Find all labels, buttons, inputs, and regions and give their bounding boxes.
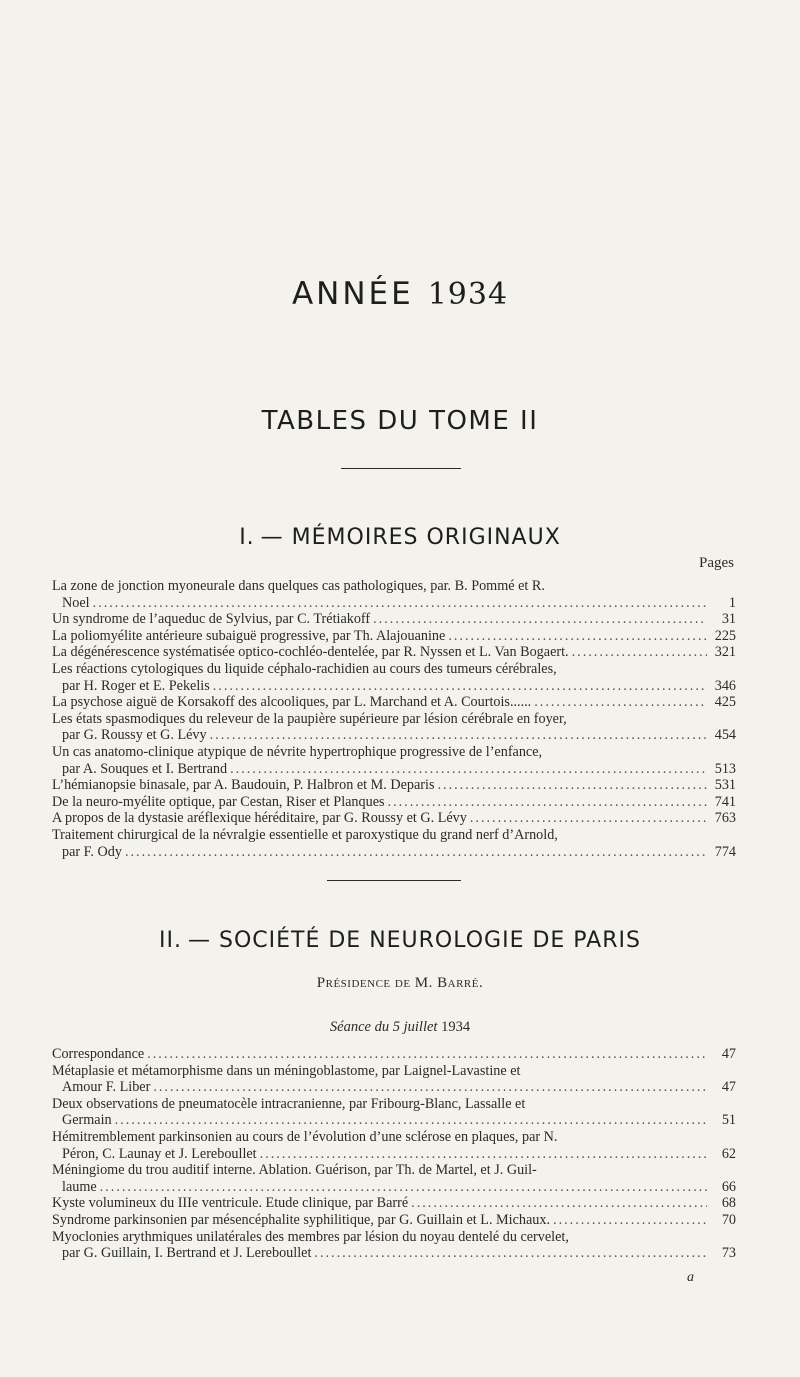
toc-page-number: 774 <box>714 843 736 860</box>
tables-title: TABLES DU TOME II <box>261 406 539 436</box>
toc-entry <box>52 711 736 744</box>
toc-entry <box>52 1162 736 1195</box>
dot-leader <box>470 810 707 827</box>
toc-entry <box>52 1129 736 1162</box>
toc-entry-text: Un syndrome de l’aqueduc de Sylvius, par C. Trétiakoff <box>52 611 371 628</box>
toc-page-number: 741 <box>714 793 736 810</box>
seance-line <box>0 1019 800 1036</box>
toc-entry-text: Germain <box>62 1112 112 1129</box>
presidence-line: Présidence de M. Barré. <box>316 975 484 991</box>
toc-page-number: 425 <box>714 694 736 711</box>
section-2-number: II. <box>159 928 182 953</box>
year-title <box>0 276 800 312</box>
section-2-entries <box>52 1046 736 1262</box>
toc-page-number: 47 <box>721 1046 736 1062</box>
divider-2 <box>327 880 461 881</box>
toc-entry <box>52 1212 736 1229</box>
dot-leader <box>100 1179 707 1196</box>
dot-leader <box>411 1195 707 1212</box>
dot-leader <box>553 1212 707 1229</box>
toc-entry-text: A propos de la dystasie aréflexique héréditaire, par G. Roussy et G. Lévy <box>52 810 467 827</box>
toc-entry-text: par H. Roger et E. Pekelis <box>62 677 210 694</box>
toc-entry-text: laume <box>62 1178 97 1195</box>
toc-entry-text: Traitement chirurgical de la névralgie essentielle et paroxystique du grand nerf d’Arnold, <box>52 826 558 843</box>
toc-entry-text: Myoclonies arythmiques unilatérales des membres par lésion du noyau dentelé du cervelet, <box>52 1228 569 1245</box>
toc-entry <box>52 1195 736 1212</box>
dot-leader <box>125 844 707 861</box>
toc-entry-text: Hémitremblement parkinsonien au cours de l’évolution d’une sclérose en plaques, par N. <box>52 1128 558 1145</box>
toc-page-number: 73 <box>721 1245 736 1262</box>
toc-page-number: 68 <box>721 1195 736 1212</box>
dot-leader <box>210 727 707 744</box>
toc-page-number: 321 <box>714 644 736 661</box>
seance-date: Séance du 5 juillet <box>329 1019 438 1035</box>
dot-leader <box>314 1245 707 1262</box>
dot-leader <box>534 694 707 711</box>
section-2-heading <box>0 928 800 953</box>
toc-page-number: 62 <box>721 1145 736 1162</box>
toc-entry-text: Deux observations de pneumatocèle intracranienne, par Fribourg-Blanc, Lassalle et <box>52 1095 526 1112</box>
toc-entry <box>52 628 736 645</box>
page-folio: a <box>687 1270 694 1285</box>
toc-entry-text: Kyste volumineux du IIIe ventricule. Etude clinique, par Barré <box>52 1195 409 1212</box>
toc-entry <box>52 1063 736 1096</box>
toc-entry-text: par F. Ody <box>62 843 122 860</box>
toc-entry-text: par G. Guillain, I. Bertrand et J. Lereboullet <box>62 1245 312 1262</box>
toc-entry <box>52 644 736 661</box>
toc-entry-text: Méningiome du trou auditif interne. Ablation. Guérison, par Th. de Martel, et J. Guil- <box>52 1162 537 1179</box>
toc-page-number: 225 <box>714 627 736 644</box>
year-number: 1934 <box>427 277 509 312</box>
toc-entry <box>52 777 736 794</box>
toc-entry <box>52 1046 736 1063</box>
toc-entry-text: Les états spasmodiques du releveur de la paupière supérieure par lésion cérébrale en foyer, <box>52 710 567 727</box>
toc-entry <box>52 611 736 628</box>
dot-leader <box>230 761 707 778</box>
dot-leader <box>572 644 707 661</box>
toc-entry-text: Les réactions cytologiques du liquide céphalo-rachidien au cours des tumeurs cérébrales, <box>52 660 557 677</box>
toc-page-number: 70 <box>721 1211 736 1228</box>
toc-entry <box>52 827 736 860</box>
toc-page-number: 66 <box>721 1178 736 1195</box>
toc-page-number: 1 <box>728 594 736 611</box>
toc-entry-text: La poliomyélite antérieure subaiguë progressive, par Th. Alajouanine <box>52 627 446 644</box>
section-1-number: I. <box>239 525 255 550</box>
toc-entry-text: Amour F. Liber <box>62 1079 151 1096</box>
seance-year: 1934 <box>441 1019 471 1035</box>
toc-entry <box>52 694 736 711</box>
toc-page-number: 31 <box>721 611 736 628</box>
toc-entry-text: La psychose aiguë de Korsakoff des alcooliques, par L. Marchand et A. Courtois...... <box>52 694 532 711</box>
toc-entry-text: Métaplasie et métamorphisme dans un méningoblastome, par Laignel-Lavastine et <box>52 1062 521 1079</box>
section-2-title: — SOCIÉTÉ DE NEUROLOGIE DE PARIS <box>188 928 641 953</box>
pages-column-label: Pages <box>699 555 734 571</box>
toc-page-number: 47 <box>721 1079 736 1096</box>
year-title-label: ANNÉE <box>291 276 414 312</box>
dot-leader <box>93 595 707 612</box>
dot-leader <box>213 678 707 695</box>
toc-entry-text: Syndrome parkinsonien par mésencéphalite syphilitique, par G. Guillain et L. Michaux. <box>52 1211 551 1228</box>
toc-entry-text: De la neuro-myélite optique, par Cestan, Riser et Planques <box>52 793 385 810</box>
dot-leader <box>115 1112 707 1129</box>
toc-entry-text: Noel <box>62 594 90 611</box>
toc-page-number: 346 <box>714 677 736 694</box>
toc-page-number: 531 <box>714 777 736 794</box>
section-1-entries <box>52 578 736 860</box>
toc-entry <box>52 578 736 611</box>
toc-entry-text: La zone de jonction myoneurale dans quelques cas pathologiques, par. B. Pommé et R. <box>52 578 545 594</box>
toc-page-number: 51 <box>721 1112 736 1129</box>
toc-page-number: 513 <box>714 760 736 777</box>
toc-entry <box>52 1096 736 1129</box>
toc-entry-text: Un cas anatomo-clinique atypique de névrite hypertrophique progressive de l’enfance, <box>52 743 543 760</box>
toc-entry-text: par A. Souques et I. Bertrand <box>62 760 228 777</box>
toc-entry <box>52 794 736 811</box>
dot-leader <box>147 1046 707 1063</box>
toc-entry-text: Correspondance <box>52 1046 145 1062</box>
toc-entry <box>52 1229 736 1262</box>
dot-leader <box>373 611 707 628</box>
toc-entry-text: par G. Roussy et G. Lévy <box>62 727 207 744</box>
toc-entry-text: L’hémianopsie binasale, par A. Baudouin, P. Halbron et M. Deparis <box>52 777 435 794</box>
dot-leader <box>260 1146 707 1163</box>
dot-leader <box>153 1079 707 1096</box>
dot-leader <box>388 794 707 811</box>
toc-entry <box>52 744 736 777</box>
section-1-title: — MÉMOIRES ORIGINAUX <box>260 525 561 550</box>
section-1-heading <box>0 525 800 550</box>
toc-entry <box>52 810 736 827</box>
toc-page-number: 763 <box>714 810 736 827</box>
divider-1 <box>341 468 461 469</box>
dot-leader <box>448 628 707 645</box>
toc-entry-text: Péron, C. Launay et J. Lereboullet <box>62 1145 257 1162</box>
toc-entry-text: La dégénérescence systématisée optico-cochléo-dentelée, par R. Nyssen et L. Van Bogaert. <box>52 644 569 661</box>
toc-entry <box>52 661 736 694</box>
dot-leader <box>437 777 707 794</box>
toc-page-number: 454 <box>714 727 736 744</box>
